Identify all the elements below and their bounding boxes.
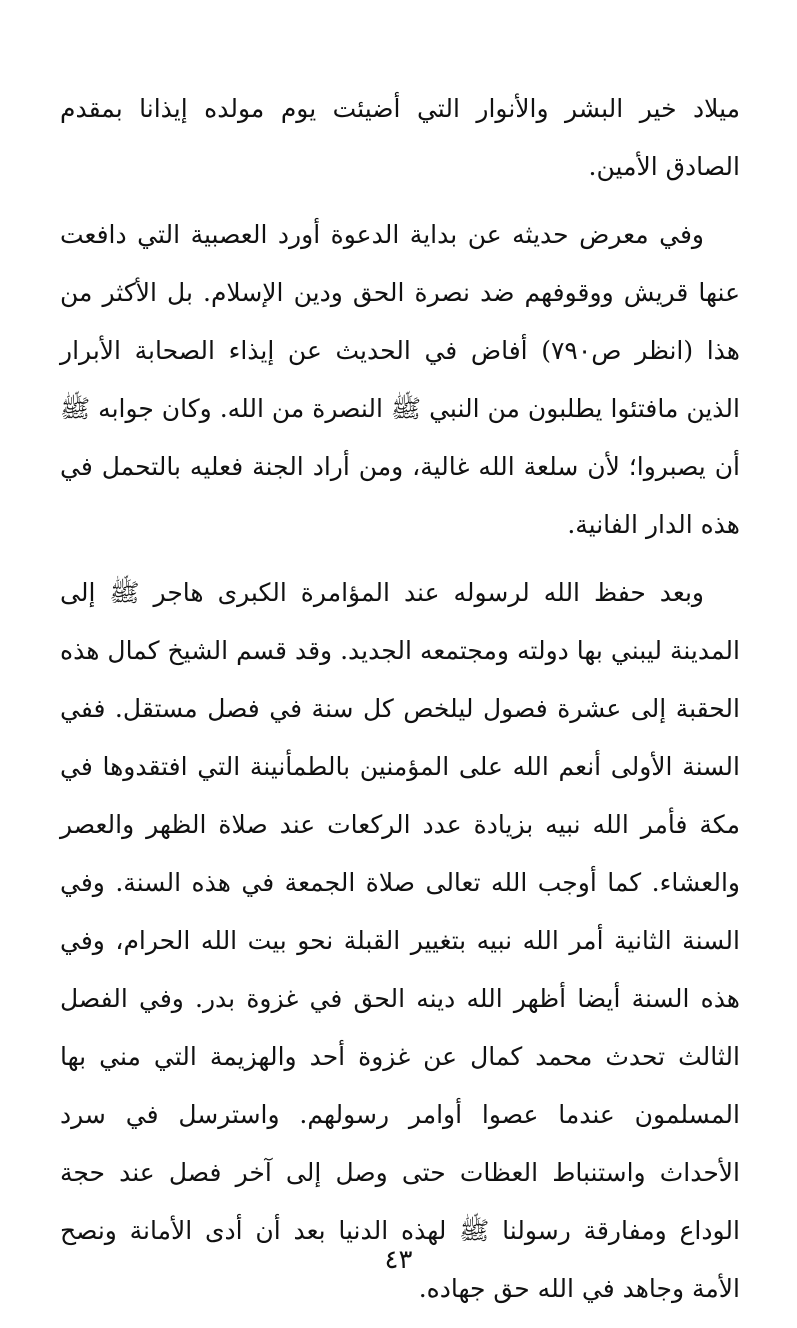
page-number: ٤٣ xyxy=(384,1245,413,1275)
paragraph-2: وفي معرض حديثه عن بداية الدعوة أورد العصبية التي دافعت عنها قريش ووقوفهم ضد نصرة الحق ودين الإسلام. بل الأكثر من هذا (انظر ص٧٩٠) أفاض في الحديث عن إيذاء الصحابة الأبرار الذين مافتئوا يطلبون من النبي ﷺ النصرة من الله. وكان جوابه ﷺ أن يصبروا؛ لأن سلعة الله غالية، ومن أراد الجنة فعليه بالتحمل في هذه الدار الفانية. xyxy=(60,220,740,539)
paragraph-3: وبعد حفظ الله لرسوله عند المؤامرة الكبرى هاجر ﷺ إلى المدينة ليبني بها دولته ومجتمعه الجديد. وقد قسم الشيخ كمال هذه الحقبة إلى عشرة فصول ليلخص كل سنة في فصل مستقل. ففي السنة الأولى أنعم الله على المؤمنين بالطمأنينة التي افتقدوها في مكة فأمر الله نبيه بزيادة عدد الركعات عند صلاة الظهر والعصر والعشاء. كما أوجب الله تعالى صلاة الجمعة في هذه السنة. وفي السنة الثانية أمر الله نبيه بتغيير القبلة نحو بيت الله الحرام، وفي هذه السنة أيضا أظهر الله دينه الحق في غزوة بدر. وفي الفصل الثالث تحدث محمد كمال عن غزوة أحد والهزيمة التي مني بها المسلمون عندما عصوا أوامر رسولهم. واسترسل في سرد الأحداث واستنباط العظات حتى وصل إلى آخر فصل عند حجة الوداع ومفارقة رسولنا ﷺ لهذه الدنيا بعد أن أدى الأمانة ونصح الأمة وجاهد في الله حق جهاده. xyxy=(60,578,740,1303)
paragraph-1: ميلاد خير البشر والأنوار التي أضيئت يوم مولده إيذانا بمقدم الصادق الأمين. xyxy=(60,94,740,181)
page-text xyxy=(60,80,740,1328)
